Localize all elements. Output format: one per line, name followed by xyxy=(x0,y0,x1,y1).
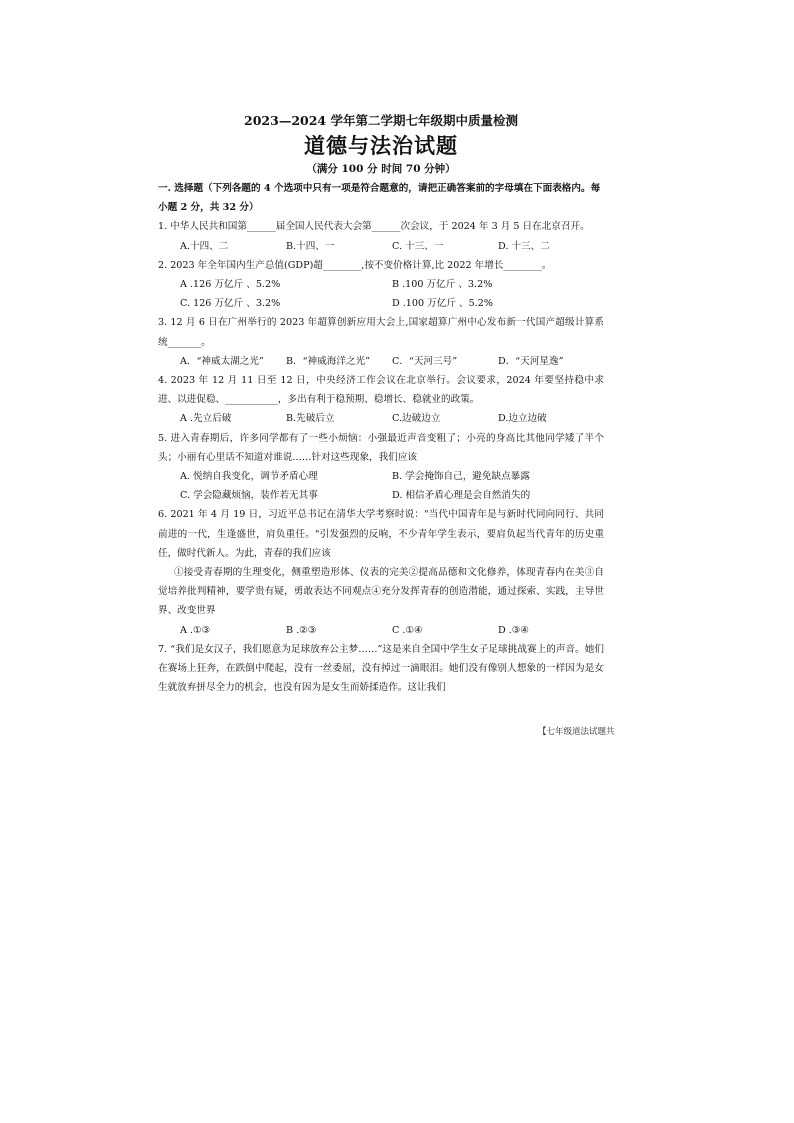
option-a: A.十四、二 xyxy=(180,240,229,252)
question-6: 6. 2021 年 4 月 19 日，习近平总书记在清华大学考察时说："当代中国青年是与新时代同向同行、共同前进的一代，生逢盛世，肩负重任。"引发强烈的反响，不少青年学生表示，要肩负起当代青年的历史重任，做时代新人。为此，青春的我们应该 xyxy=(158,509,604,559)
option-b: B．“神威海洋之光” xyxy=(286,355,371,367)
option-c: C. 十三、一 xyxy=(392,240,444,252)
option-c: C. 学会隐藏烦恼，装作若无其事 xyxy=(180,490,318,502)
question-4: 4. 2023 年 12 月 11 日至 12 日，中央经济工作会议在北京举行。会议要求，2024 年要坚持稳中求进、以进促稳、___________，多出有利于稳预期、稳增长、稳就业的政策。 xyxy=(158,375,604,406)
exam-title: 道德与法治试题 xyxy=(304,133,458,158)
question-3: 3. 12 月 6 日在广州举行的 2023 年超算创新应用大会上,国家超算广州中心发布新一代国产超级计算系统_______。 xyxy=(158,317,604,348)
question-7: 7. “我们是女汉子，我们愿意为足球放弃公主梦……”这是来自全国中学生女子足球挑战赛上的声音。她们在赛场上狂奔，在跌倒中爬起，没有一丝委屈，没有掉过一滴眼泪。她们没有像别人想象的一样因为是女生就放弃拼尽全力的机会，也没有因为是女生而娇揉造作。这让我们 xyxy=(158,643,604,694)
exam-meta: （满分 100 分 时间 70 分钟） xyxy=(306,163,456,175)
question-3-options xyxy=(158,352,604,371)
exam-term-line: 2023—2024 学年第二学期七年级期中质量检测 xyxy=(244,113,518,128)
question-2: 2. 2023 年全年国内生产总值(GDP)超________,按不变价格计算,比 2022 年增长________。 xyxy=(158,259,552,271)
option-d: D. 相信矛盾心理是会自然消失的 xyxy=(392,490,531,502)
option-a: A .126 万亿斤 、5.2% xyxy=(180,279,281,291)
option-b: B .100 万亿斤 、3.2% xyxy=(392,279,493,291)
option-b: B.十四、一 xyxy=(286,240,335,252)
question-2-options xyxy=(158,275,604,313)
option-d: D.边立边破 xyxy=(498,413,547,425)
option-d: D. 十三、二 xyxy=(498,240,550,252)
question-5: 5. 进入青春期后，许多同学都有了一些小烦恼：小强最近声音变粗了；小亮的身高比其他同学矮了半个头；小丽有心里话不知道对谁说……针对这些现象，我们应该 xyxy=(158,432,604,463)
option-d: D．“天河星逸” xyxy=(498,355,564,367)
exam-paper xyxy=(158,112,604,697)
option-a: A .先立后破 xyxy=(180,413,232,425)
option-c: C. 126 万亿斤 、3.2% xyxy=(180,298,281,310)
option-a: A．“神威太湖之光” xyxy=(180,355,264,367)
option-c: C .①④ xyxy=(392,624,423,636)
option-c: C.边破边立 xyxy=(392,413,441,425)
option-b: B .②③ xyxy=(286,624,317,636)
question-5-options xyxy=(158,467,604,505)
option-c: C．“天河三号” xyxy=(392,355,458,367)
page-footer: 【七年级道法试题共 xyxy=(538,727,615,737)
question-6-statements: ①接受青春期的生理变化，侧重塑造形体、仪表的完美②提高品德和文化修养，体现青春内在美③自觉培养批判精神，要学贵有疑，勇敢表达不同观点④充分发挥青春的创造潜能，通过探索、实践，主导世界、改变世界 xyxy=(158,567,604,617)
section-heading: 一. 选择题（下列各题的 4 个选项中只有一项是符合题意的，请把正确答案前的字母填在下面表格内。每小题 2 分，共 32 分） xyxy=(158,183,601,214)
question-1: 1. 中华人民共和国第______届全国人民代表大会第______次会议，于 2024 年 3 月 5 日在北京召开。 xyxy=(158,221,590,233)
option-d: D .③④ xyxy=(498,624,529,636)
question-4-options xyxy=(158,409,604,428)
option-b: B.先破后立 xyxy=(286,413,335,425)
option-a: A. 悦纳自我变化，调节矛盾心理 xyxy=(180,471,318,483)
question-1-options xyxy=(158,237,604,256)
option-a: A .①③ xyxy=(180,624,211,636)
question-6-options xyxy=(158,621,604,640)
option-b: B. 学会掩饰自己，避免缺点暴露 xyxy=(392,471,530,483)
option-d: D .100 万亿斤 、5.2% xyxy=(392,298,493,310)
